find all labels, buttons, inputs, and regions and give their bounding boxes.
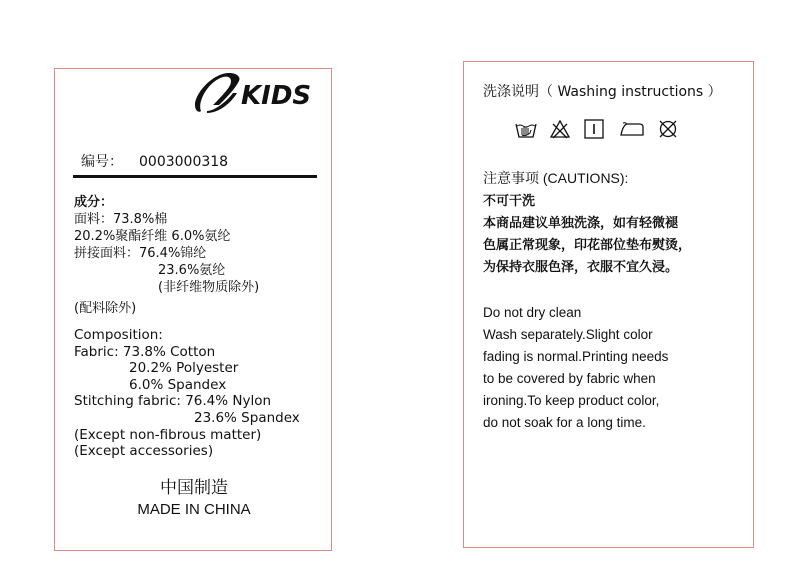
washing-title: 洗涤说明（ Washing instructions ） — [483, 84, 722, 100]
divider-line — [73, 175, 317, 178]
en-cautions-block — [483, 302, 668, 434]
en-caution-line: ironing.To keep product color, — [483, 393, 660, 408]
zh-composition-line: 20.2%聚酯纤维 6.0%氨纶 — [74, 229, 231, 244]
zh-caution-line: 不可干洗 — [483, 194, 536, 209]
en-caution-line: do not soak for a long time. — [483, 415, 646, 430]
en-composition-line: 6.0% Spandex — [129, 376, 227, 393]
product-code-label: 编号： — [81, 154, 123, 170]
zh-caution-line: 本商品建议单独洗涤，如有轻微褪 — [483, 216, 679, 231]
zh-composition-line: 面料：73.8%棉 — [74, 212, 168, 227]
zh-cautions-block — [483, 191, 691, 279]
hand-wash-icon — [515, 119, 537, 139]
en-caution-line: Do not dry clean — [483, 305, 582, 320]
brand-logo-mark — [193, 71, 317, 117]
zh-composition-line: 23.6%氨纶 — [158, 263, 226, 278]
care-label — [463, 61, 754, 548]
zh-composition-line: (非纤维物质除外) — [158, 280, 260, 295]
zh-composition-title: 成分： — [74, 195, 114, 210]
made-in-zh: 中国制造 — [160, 478, 228, 498]
tumble-dry-icon — [583, 119, 605, 139]
zh-composition-block — [74, 194, 259, 317]
en-caution-line: to be covered by fabric when — [483, 371, 656, 386]
en-composition-line: Stitching fabric: 76.4% Nylon — [74, 393, 272, 410]
no-dry-clean-icon — [657, 119, 679, 139]
en-composition-line: (Except non-fibrous matter) — [74, 426, 262, 443]
en-composition-title: Composition: — [74, 327, 163, 343]
zh-caution-line: 为保持衣服色泽，衣服不宜久浸。 — [483, 260, 679, 275]
product-code — [81, 151, 228, 171]
care-symbols — [515, 119, 705, 141]
en-caution-line: Wash separately.Slight color — [483, 327, 653, 342]
no-bleach-icon — [549, 119, 571, 139]
zh-composition-line: 拼接面料：76.4%锦纶 — [74, 246, 207, 261]
en-composition-line: 20.2% Polyester — [129, 360, 239, 377]
en-caution-line: fading is normal.Printing needs — [483, 349, 669, 364]
composition-label — [54, 68, 332, 551]
brand-logo — [193, 71, 317, 117]
iron-icon — [619, 119, 645, 139]
zh-caution-line: 色属正常现象，印花部位垫布熨烫， — [483, 238, 692, 253]
made-in-en: MADE IN CHINA — [137, 501, 251, 518]
brand-text: KIDS — [241, 81, 312, 111]
product-code-value: 0003000318 — [139, 154, 229, 170]
en-composition-line: (Except accessories) — [74, 443, 214, 460]
en-composition-line: 23.6% Spandex — [194, 409, 300, 426]
en-composition-line: Fabric: 73.8% Cotton — [74, 343, 216, 360]
cautions-title: 注意事项 (CAUTIONS): — [483, 170, 629, 186]
en-composition-block — [74, 327, 300, 460]
zh-composition-line: (配料除外) — [74, 301, 137, 316]
